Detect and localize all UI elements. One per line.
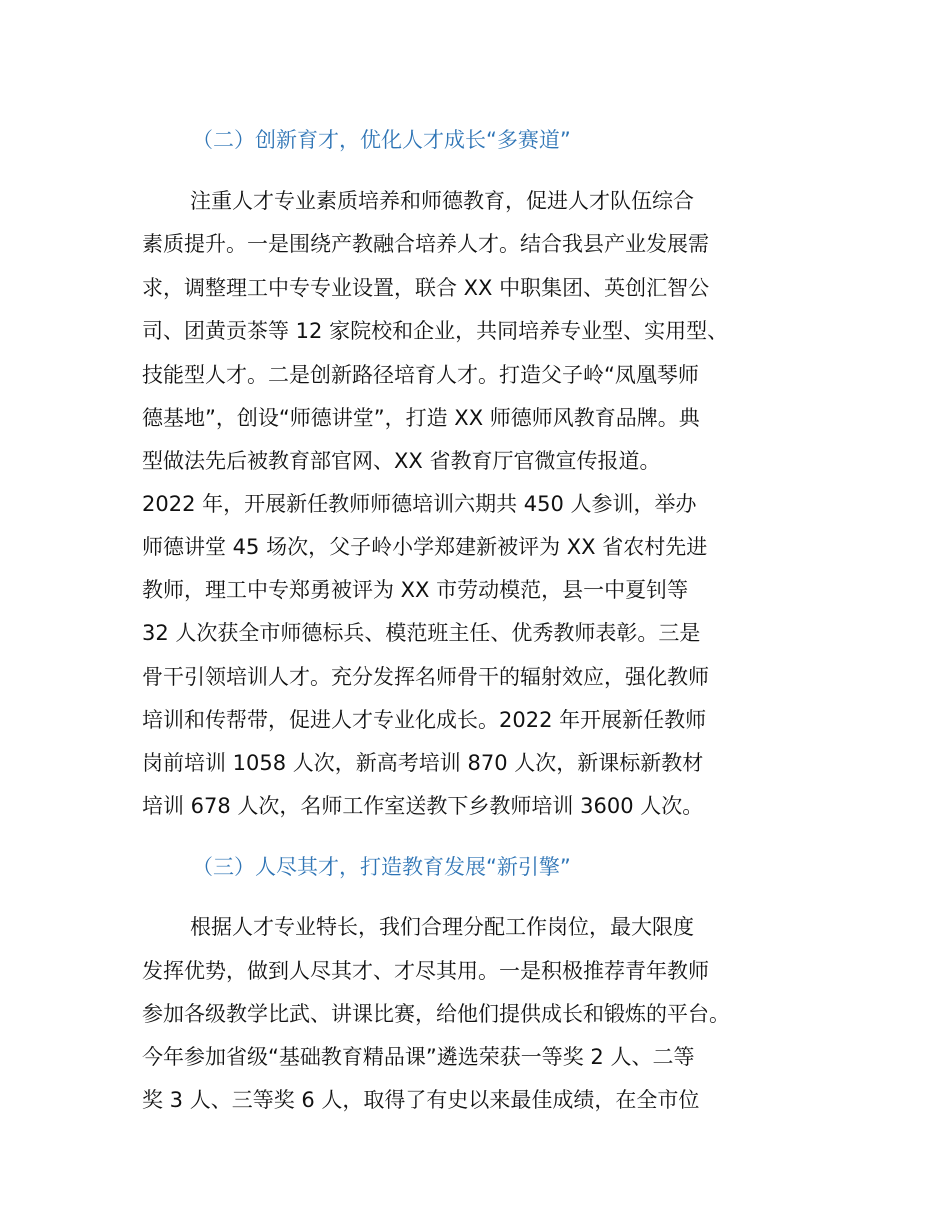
paragraph-line: 师德讲堂 45 场次，父子岭小学郑建新被评为 XX 省农村先进 xyxy=(142,535,708,559)
paragraph-line: 骨干引领培训人才。充分发挥名师骨干的辐射效应，强化教师 xyxy=(142,665,709,689)
section-heading-2: （二）创新育才，优化人才成长“多赛道” xyxy=(192,128,571,152)
paragraph-line: 参加各级教学比武、讲课比赛，给他们提供成长和锻炼的平台。 xyxy=(142,1002,730,1026)
section-heading-3: （三）人尽其才，打造教育发展“新引擎” xyxy=(192,855,571,879)
paragraph-line: 32 人次获全市师德标兵、模范班主任、优秀教师表彰。三是 xyxy=(142,621,701,645)
paragraph-line: 德基地”，创设“师德讲堂”，打造 XX 师德师风教育品牌。典 xyxy=(142,406,700,430)
paragraph-line: 岗前培训 1058 人次，新高考培训 870 人次，新课标新教材 xyxy=(142,751,704,775)
paragraph-line: 奖 3 人、三等奖 6 人，取得了有史以来最佳成绩，在全市位 xyxy=(142,1088,700,1112)
paragraph-line: 今年参加省级“基础教育精品课”遴选荣获一等奖 2 人、二等 xyxy=(142,1045,695,1069)
paragraph-line: 培训和传帮带，促进人才专业化成长。2022 年开展新任教师 xyxy=(142,708,707,732)
paragraph-line: 发挥优势，做到人尽其才、才尽其用。一是积极推荐青年教师 xyxy=(142,959,709,983)
paragraph-line: 培训 678 人次，名师工作室送教下乡教师培训 3600 人次。 xyxy=(142,794,704,818)
paragraph-line: 根据人才专业特长，我们合理分配工作岗位，最大限度 xyxy=(190,915,694,939)
paragraph-line: 技能型人才。二是创新路径培育人才。打造父子岭“凤凰琴师 xyxy=(142,363,699,387)
paragraph-line: 求，调整理工中专专业设置，联合 XX 中职集团、英创汇智公 xyxy=(142,276,710,300)
paragraph-line: 注重人才专业素质培养和师德教育，促进人才队伍综合 xyxy=(190,189,694,213)
paragraph-line: 素质提升。一是围绕产教融合培养人才。结合我县产业发展需 xyxy=(142,232,709,256)
paragraph-line: 司、团黄贡茶等 12 家院校和企业，共同培养专业型、实用型、 xyxy=(142,319,729,343)
paragraph-line: 型做法先后被教育部官网、XX 省教育厅官微宣传报道。 xyxy=(142,449,661,473)
paragraph-line: 2022 年，开展新任教师师德培训六期共 450 人参训，举办 xyxy=(142,492,697,516)
paragraph-line: 教师，理工中专郑勇被评为 XX 市劳动模范，县一中夏钊等 xyxy=(142,578,689,602)
